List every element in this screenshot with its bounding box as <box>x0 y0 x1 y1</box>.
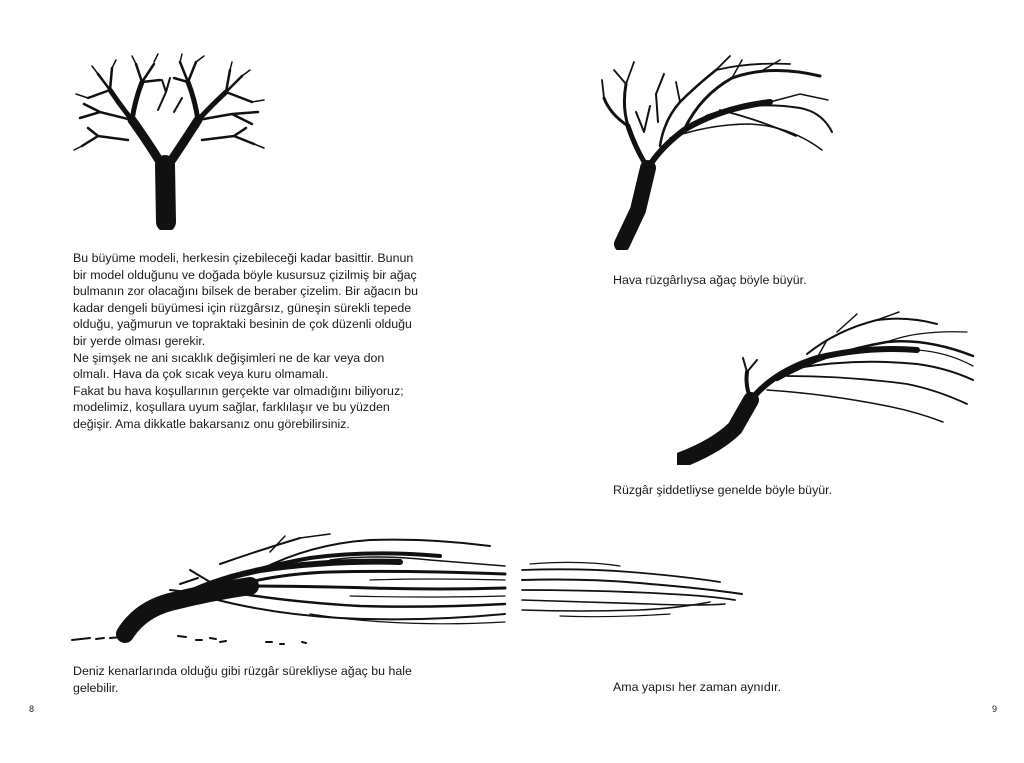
caption-windy: Hava rüzgârlıysa ağaç böyle büyür. <box>613 273 807 287</box>
page-number-left: 8 <box>29 704 35 714</box>
coastal-tree-illustration <box>70 530 512 650</box>
right-page <box>512 0 1024 763</box>
body-text <box>73 250 423 433</box>
windy-tree-illustration <box>600 50 840 250</box>
paragraph-1: Bu büyüme modeli, herkesin çizebileceği kadar basittir. Bunun bir model olduğunu ve doğada böyle kusursuz çizilmiş bir ağaç bulmanın zor olacağını bilsek de beraber çizelim. Bir ağacın bu kadar dengeli büyümesi için rüzgârsız, güneşin sürekli tepede olduğu, yağmurun ve topraktaki besinin de çok düzenli olduğu bir yerde olması gerekir. <box>73 251 419 348</box>
coastal-tree-continuation-illustration <box>520 560 745 620</box>
caption-strong-wind: Rüzgâr şiddetliyse genelde böyle büyür. <box>613 483 833 497</box>
page-number-right: 9 <box>992 704 998 714</box>
symmetric-tree-illustration <box>70 50 270 230</box>
paragraph-2: Ne şimşek ne ani sıcaklık değişimleri ne de kar veya don olmalı. Hava da çok sıcak veya kuru olmamalı. <box>73 350 385 382</box>
caption-structure: Ama yapısı her zaman aynıdır. <box>613 680 782 694</box>
paragraph-3: Fakat bu hava koşullarının gerçekte var olmadığını biliyoruz; modelimiz, koşullara uyum sağlar, farklılaşır ve bu yüzden değişir. Ama dikkatle bakarsanız onu görebilirsiniz. <box>73 383 404 431</box>
caption-coastal: Deniz kenarlarında olduğu gibi rüzgâr sürekliyse ağaç bu hale gelebilir. <box>73 664 412 695</box>
strong-wind-tree-illustration <box>677 310 977 465</box>
